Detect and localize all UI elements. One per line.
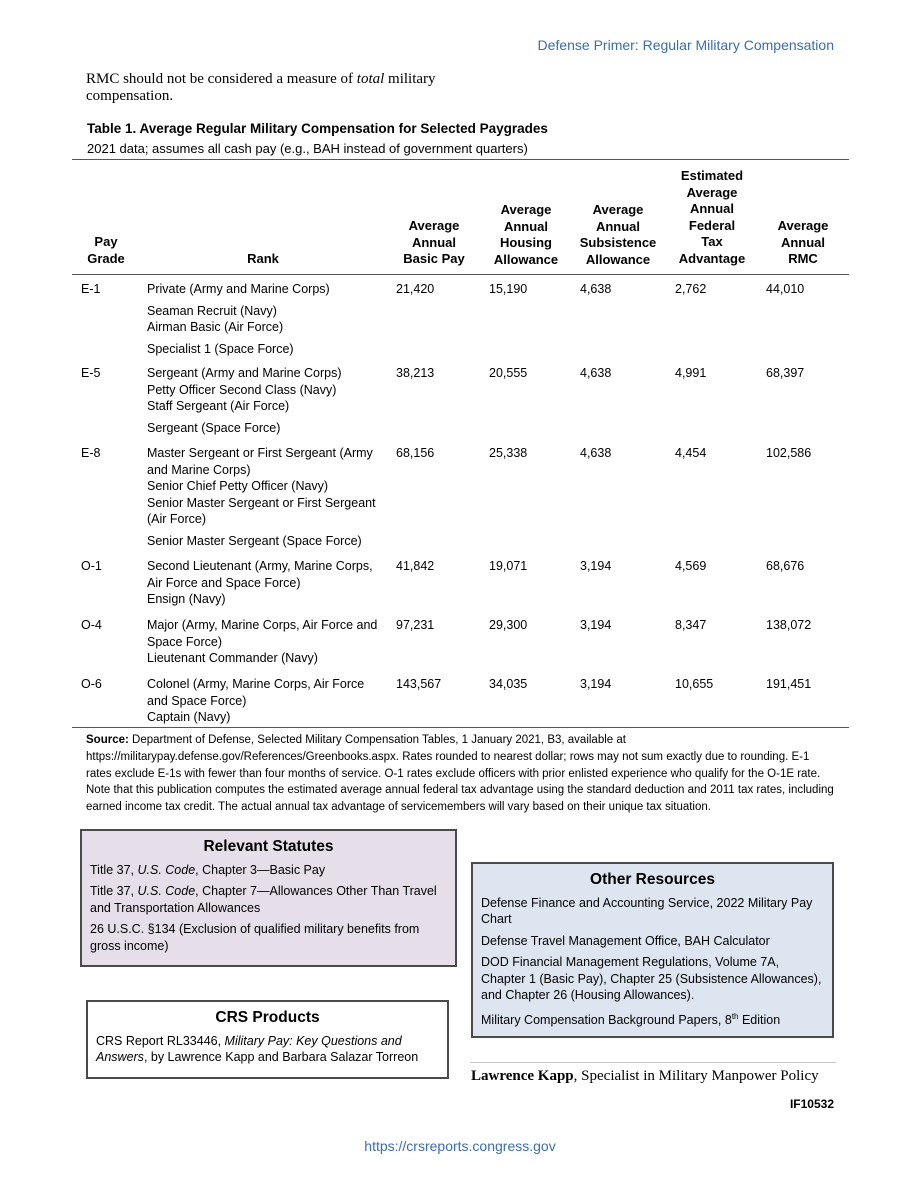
table-header-rule (72, 274, 849, 275)
rank-line: Senior Chief Petty Officer (Navy) (147, 479, 329, 493)
table-caption: Table 1. Average Regular Military Compensation for Selected Paygrades (87, 121, 548, 136)
rank-line: Master Sergeant or First Sergeant (Army and Marine Corps) (147, 446, 373, 477)
rmc-cell: 138,072 (766, 618, 812, 632)
rank-line: Senior Master Sergeant or First Sergeant (Air Force) (147, 495, 376, 526)
rank-line: Sergeant (Army and Marine Corps) (147, 366, 342, 380)
housing-cell: 15,190 (489, 282, 528, 296)
tax-advantage-cell: 2,762 (675, 282, 707, 296)
crs-products-box (86, 1000, 449, 1079)
subsistence-cell: 3,194 (580, 559, 612, 573)
resource-item: Defense Finance and Accounting Service, 2022 Military Pay Chart (481, 895, 813, 926)
rmc-cell: 191,451 (766, 677, 812, 691)
col-header-rmc: Average Annual RMC (777, 218, 829, 266)
rank-cell (147, 445, 379, 549)
pay-grade-cell: O-4 (81, 618, 102, 632)
subsistence-cell: 4,638 (580, 366, 612, 380)
crs-product-item: CRS Report RL33446, Military Pay: Key Questions and Answers, by Lawrence Kapp and Barbara Salazar Torreon (96, 1033, 419, 1064)
subsistence-cell: 4,638 (580, 282, 612, 296)
col-header-subsistence: Average Annual Subsistence Allowance (579, 202, 657, 267)
tax-advantage-cell: 4,454 (675, 446, 707, 460)
table-top-rule (72, 159, 849, 160)
table-subcaption: 2021 data; assumes all cash pay (e.g., BAH instead of government quarters) (87, 141, 528, 156)
author-divider (470, 1062, 836, 1063)
statute-item: Title 37, U.S. Code, Chapter 3—Basic Pay (90, 862, 326, 877)
tax-advantage-cell: 4,569 (675, 559, 707, 573)
running-header: Defense Primer: Regular Military Compensation (537, 37, 834, 53)
intro-paragraph: RMC should not be considered a measure of total military compensation. (86, 71, 436, 104)
subsistence-cell: 3,194 (580, 618, 612, 632)
rank-cell (147, 676, 379, 726)
author-line: Lawrence Kapp, Specialist in Military Manpower Policy (471, 1068, 819, 1084)
housing-cell: 25,338 (489, 446, 528, 460)
pay-grade-cell: E-1 (81, 282, 101, 296)
document-id: IF10532 (789, 1097, 834, 1111)
pay-grade-cell: E-5 (81, 366, 101, 380)
resource-item: DOD Financial Management Regulations, Volume 7A, Chapter 1 (Basic Pay), Chapter 25 (Subsistence Allowances), and Chapter 26 (Housing Allowances). (481, 955, 822, 1002)
resource-item: Defense Travel Management Office, BAH Calculator (481, 933, 770, 948)
tax-advantage-cell: 10,655 (675, 677, 714, 691)
basic-pay-cell: 68,156 (396, 446, 435, 460)
rank-line: Colonel (Army, Marine Corps, Air Force and Space Force) (147, 677, 365, 708)
rank-line: Seaman Recruit (Navy) (147, 303, 277, 318)
resources-title: Other Resources (590, 871, 715, 888)
rmc-cell: 44,010 (766, 282, 805, 296)
basic-pay-cell: 143,567 (396, 677, 442, 691)
rank-line: Airman Basic (Air Force) (147, 320, 284, 334)
basic-pay-cell: 21,420 (396, 282, 435, 296)
rank-line: Captain (Navy) (147, 710, 231, 724)
col-header-basic-pay: Average Annual Basic Pay (403, 218, 465, 266)
footer-url: https://crsreports.congress.gov (364, 1138, 556, 1154)
rmc-cell: 102,586 (766, 446, 812, 460)
rank-line: Private (Army and Marine Corps) (147, 282, 330, 296)
table-bottom-rule (72, 727, 849, 728)
subsistence-cell: 4,638 (580, 446, 612, 460)
table-source-note: Source: Department of Defense, Selected Military Compensation Tables, 1 January 2021, B3, available at https://militarypay.defense.gov/References/Greenbooks.aspx. Rates rounded to nearest dollar; rows may not sum exactly due to rounding. E-1 rates exclude E-1s with fewer than four months of service. O-1 rates exclude officers with prior enlisted experience who qualify for the O-1E rate. Note that this publication computes the estimated average annual federal tax advantage using the standard deduction and 2011 tax rates, including earned income tax credit. The actual annual tax advantage of servicemembers will vary based on their unique tax situation. (86, 734, 834, 814)
crs-products-title: CRS Products (215, 1009, 320, 1026)
col-header-tax-advantage: Estimated Average Annual Federal Tax Advantage (678, 168, 746, 266)
rmc-cell: 68,676 (766, 559, 805, 573)
housing-cell: 20,555 (489, 366, 528, 380)
rank-line: Lieutenant Commander (Navy) (147, 651, 318, 665)
rank-line: Senior Master Sergeant (Space Force) (147, 533, 362, 548)
pay-grade-cell: E-8 (81, 446, 101, 460)
rank-line: Petty Officer Second Class (Navy) (147, 382, 337, 397)
rank-line: Specialist 1 (Space Force) (147, 341, 294, 356)
housing-cell: 34,035 (489, 677, 528, 691)
statute-item: Title 37, U.S. Code, Chapter 7—Allowances Other Than Travel and Transportation Allowances (90, 884, 437, 915)
housing-cell: 29,300 (489, 618, 528, 632)
resource-item: Military Compensation Background Papers, 8th Edition (481, 1011, 781, 1027)
statutes-title: Relevant Statutes (203, 838, 334, 855)
rank-cell (147, 281, 379, 357)
rmc-cell: 68,397 (766, 366, 805, 380)
col-header-housing: Average Annual Housing Allowance (493, 202, 559, 267)
rank-cell (147, 365, 379, 436)
col-header-rank: Rank (247, 251, 279, 266)
rank-line: Staff Sergeant (Air Force) (147, 399, 290, 413)
other-resources-box (471, 862, 834, 1038)
rank-line: Major (Army, Marine Corps, Air Force and Space Force) (147, 618, 378, 649)
subsistence-cell: 3,194 (580, 677, 612, 691)
rank-cell (147, 558, 379, 608)
pay-grade-cell: O-6 (81, 677, 102, 691)
rank-cell (147, 617, 379, 667)
housing-cell: 19,071 (489, 559, 528, 573)
col-header-grade: Pay Grade (87, 234, 125, 266)
rank-line: Ensign (Navy) (147, 592, 226, 606)
basic-pay-cell: 41,842 (396, 559, 435, 573)
basic-pay-cell: 38,213 (396, 366, 435, 380)
tax-advantage-cell: 8,347 (675, 618, 707, 632)
rank-line: Second Lieutenant (Army, Marine Corps, Air Force and Space Force) (147, 559, 373, 590)
rank-line: Sergeant (Space Force) (147, 420, 281, 435)
pay-grade-cell: O-1 (81, 559, 102, 573)
tax-advantage-cell: 4,991 (675, 366, 707, 380)
relevant-statutes-box (80, 829, 457, 967)
basic-pay-cell: 97,231 (396, 618, 435, 632)
statute-item: 26 U.S.C. §134 (Exclusion of qualified military benefits from gross income) (90, 922, 420, 953)
